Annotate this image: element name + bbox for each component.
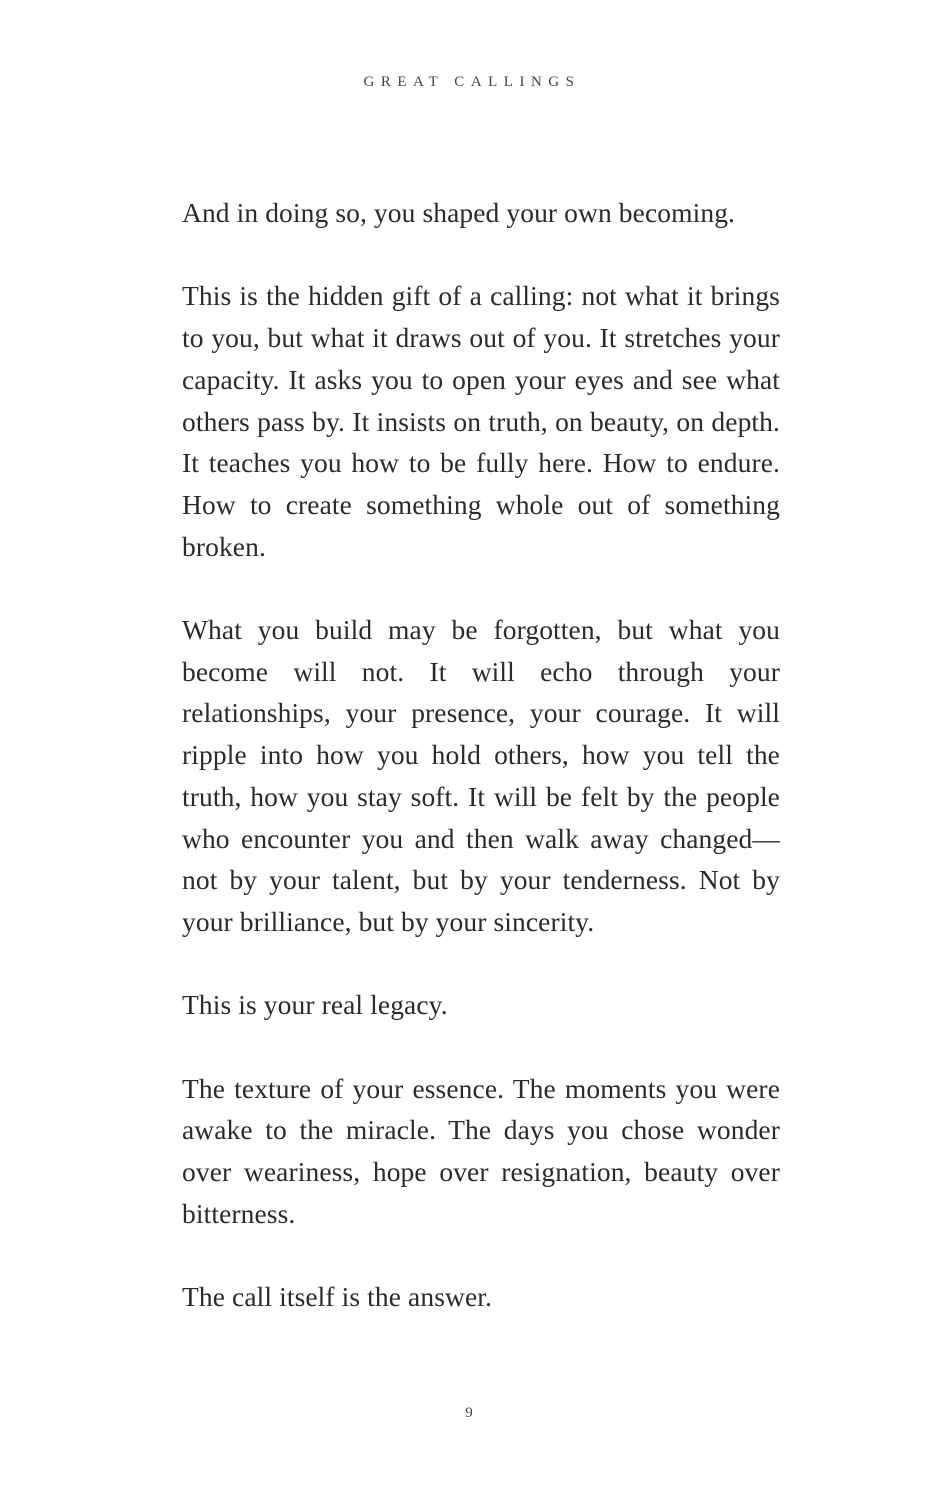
paragraph-2: This is the hidden gift of a calling: not what it brings to you, but what it draws out of you. It stretches your capacity. It asks you to open your eyes and see what others pass by. It insists on truth, on beauty, on depth. It teaches you how to be fully here. How to endure. How to create something whole out of something broken. [182, 280, 780, 562]
page-number: 9 [465, 1405, 473, 1421]
paragraph-4: This is your real legacy. [182, 989, 448, 1021]
paragraph-5: The texture of your essence. The moments you were awake to the miracle. The days you chose wonder over weariness, hope over resignation, beauty over bitterness. [182, 1072, 780, 1229]
running-head: GREAT CALLINGS [363, 74, 581, 90]
paragraph-3: What you build may be forgotten, but what you become will not. It will echo through your relationships, your presence, your courage. It will ripple into how you hold others, how you tell the truth, how you stay soft. It will be felt by the people who encounter you and then walk away changed—not by your talent, but by your tenderness. Not by your brilliance, but by your sincerity. [182, 614, 780, 937]
paragraph-1: And in doing so, you shaped your own becoming. [182, 197, 736, 228]
paragraph-6: The call itself is the answer. [182, 1281, 492, 1313]
body-text [182, 192, 780, 1360]
